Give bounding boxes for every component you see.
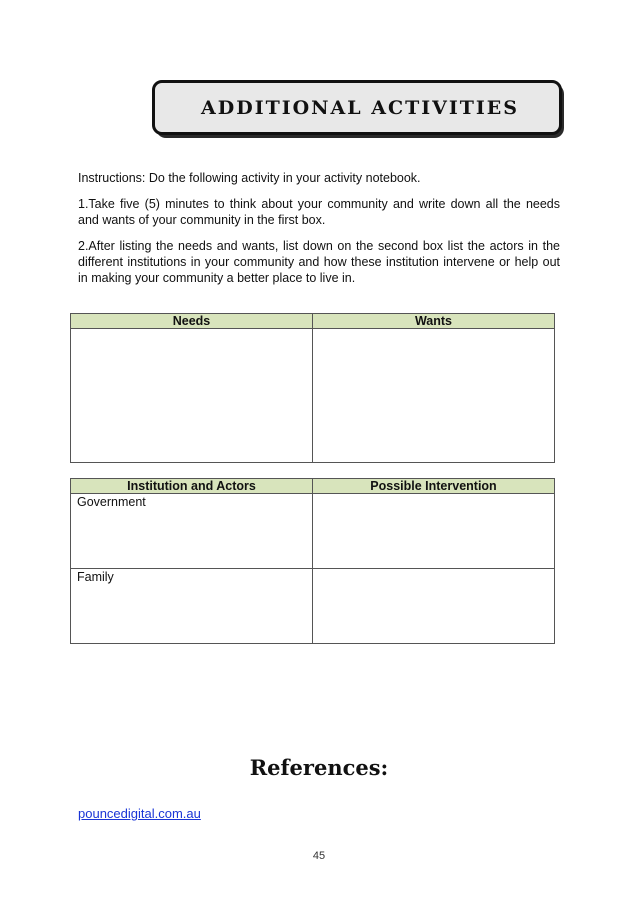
references-heading: References: xyxy=(249,755,389,780)
intervention-cell[interactable] xyxy=(313,494,555,569)
table-header-row xyxy=(71,479,555,494)
banner-title: ADDITIONAL ACTIVITIES xyxy=(201,96,519,119)
table-row xyxy=(71,329,555,463)
intervention-header: Possible Intervention xyxy=(313,479,555,494)
institution-intervention-table xyxy=(70,478,555,644)
instructions xyxy=(78,170,560,296)
institution-header: Institution and Actors xyxy=(71,479,313,494)
title-banner xyxy=(152,80,562,135)
banner-box xyxy=(152,80,562,135)
page-number: 45 xyxy=(312,850,326,862)
table-row xyxy=(71,569,555,644)
instructions-step-1: 1.Take five (5) minutes to think about your community and write down all the needs and wants of your community in the first box. xyxy=(78,197,560,227)
wants-header: Wants xyxy=(313,314,555,329)
table-header-row xyxy=(71,314,555,329)
needs-header: Needs xyxy=(71,314,313,329)
instructions-intro: Instructions: Do the following activity in your activity notebook. xyxy=(78,171,421,185)
institution-cell: Family xyxy=(71,569,313,644)
needs-wants-table xyxy=(70,313,555,463)
institution-cell: Government xyxy=(71,494,313,569)
wants-cell[interactable] xyxy=(313,329,555,463)
intervention-cell[interactable] xyxy=(313,569,555,644)
needs-cell[interactable] xyxy=(71,329,313,463)
reference-link[interactable]: pouncedigital.com.au xyxy=(78,806,201,821)
table-row xyxy=(71,494,555,569)
instructions-step-2: 2.After listing the needs and wants, list down on the second box list the actors in the different institutions in your community and how these institution intervene or help out in making your community a better place to live in. xyxy=(78,239,560,285)
